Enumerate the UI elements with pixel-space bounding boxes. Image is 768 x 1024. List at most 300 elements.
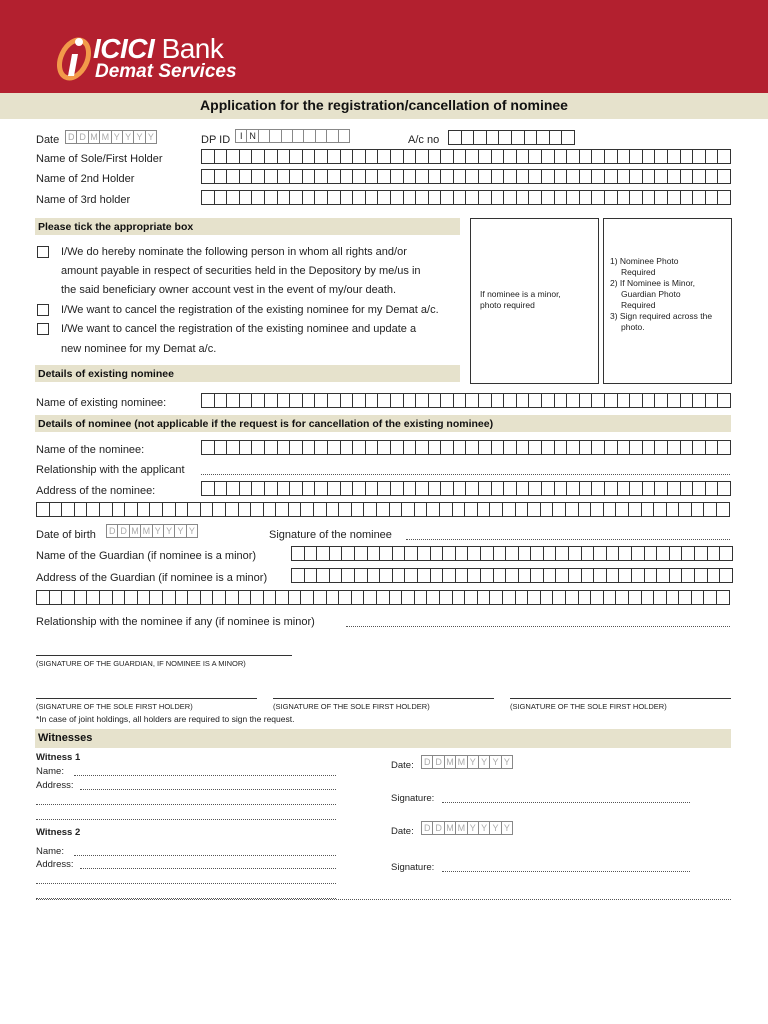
char-box[interactable]	[326, 590, 339, 605]
char-box[interactable]	[277, 190, 290, 205]
char-box[interactable]	[124, 590, 137, 605]
char-box[interactable]	[239, 440, 252, 455]
char-box[interactable]	[415, 393, 428, 408]
char-box[interactable]	[390, 169, 403, 184]
char-box[interactable]	[403, 440, 416, 455]
char-box[interactable]	[606, 568, 619, 583]
holder3-signature-line[interactable]	[510, 698, 731, 699]
char-box[interactable]	[367, 568, 380, 583]
char-box[interactable]	[518, 568, 531, 583]
char-box[interactable]	[289, 440, 302, 455]
date-box[interactable]: D	[432, 755, 443, 769]
char-box[interactable]	[250, 590, 263, 605]
char-box[interactable]	[603, 502, 616, 517]
char-box[interactable]	[439, 502, 452, 517]
char-box[interactable]	[719, 546, 733, 561]
char-box[interactable]	[74, 502, 87, 517]
char-box[interactable]	[705, 149, 718, 164]
char-box[interactable]	[187, 590, 200, 605]
witness2-address-line2[interactable]	[36, 873, 336, 884]
char-box[interactable]	[340, 190, 353, 205]
char-box[interactable]	[403, 393, 416, 408]
char-box[interactable]	[314, 481, 327, 496]
char-box[interactable]	[516, 393, 529, 408]
char-box[interactable]	[680, 169, 693, 184]
char-box[interactable]	[352, 169, 365, 184]
char-box[interactable]	[404, 546, 417, 561]
char-box[interactable]	[225, 590, 238, 605]
date-field[interactable]	[65, 130, 157, 144]
char-box[interactable]	[225, 502, 238, 517]
char-box[interactable]	[631, 546, 644, 561]
char-box[interactable]	[238, 590, 251, 605]
char-box[interactable]	[667, 393, 680, 408]
char-box[interactable]	[340, 393, 353, 408]
char-box[interactable]	[401, 502, 414, 517]
char-box[interactable]	[212, 590, 225, 605]
char-box[interactable]	[568, 568, 581, 583]
char-box[interactable]	[541, 481, 554, 496]
char-box[interactable]	[719, 568, 733, 583]
char-box[interactable]	[426, 590, 439, 605]
date-box[interactable]: D	[421, 821, 432, 835]
char-box[interactable]	[365, 440, 378, 455]
char-box[interactable]	[692, 190, 705, 205]
char-box[interactable]	[491, 190, 504, 205]
char-box[interactable]	[540, 502, 553, 517]
char-box[interactable]	[377, 149, 390, 164]
date-box[interactable]: Y	[122, 130, 133, 144]
witness2-address-field[interactable]	[80, 858, 336, 869]
char-box[interactable]	[617, 481, 630, 496]
char-box[interactable]	[591, 481, 604, 496]
char-box[interactable]	[528, 393, 541, 408]
char-box[interactable]	[137, 590, 150, 605]
char-box[interactable]	[149, 502, 162, 517]
date-box[interactable]: M	[455, 755, 466, 769]
char-box[interactable]	[604, 481, 617, 496]
char-box[interactable]	[175, 502, 188, 517]
char-box[interactable]	[365, 149, 378, 164]
char-box[interactable]	[618, 546, 631, 561]
char-box[interactable]	[239, 149, 252, 164]
char-box[interactable]	[554, 190, 567, 205]
char-box[interactable]	[566, 190, 579, 205]
char-box[interactable]	[591, 440, 604, 455]
char-box[interactable]	[478, 149, 491, 164]
char-box[interactable]	[291, 568, 304, 583]
char-box[interactable]	[263, 590, 276, 605]
char-box[interactable]	[239, 169, 252, 184]
char-box[interactable]	[124, 502, 137, 517]
char-box[interactable]	[590, 502, 603, 517]
char-box[interactable]	[591, 190, 604, 205]
char-box[interactable]	[511, 130, 524, 145]
char-box[interactable]	[430, 568, 443, 583]
char-box[interactable]	[352, 393, 365, 408]
char-box[interactable]	[656, 568, 669, 583]
char-box[interactable]	[448, 130, 461, 145]
char-box[interactable]	[465, 440, 478, 455]
date-box[interactable]: Y	[186, 524, 198, 538]
char-box[interactable]	[629, 440, 642, 455]
char-box[interactable]	[327, 481, 340, 496]
char-box[interactable]	[239, 393, 252, 408]
char-box[interactable]	[566, 169, 579, 184]
char-box[interactable]	[149, 590, 162, 605]
char-box[interactable]	[214, 481, 227, 496]
char-box[interactable]	[390, 440, 403, 455]
char-box[interactable]	[214, 149, 227, 164]
char-box[interactable]	[452, 502, 465, 517]
char-box[interactable]	[654, 190, 667, 205]
char-box[interactable]	[642, 393, 655, 408]
char-box[interactable]	[681, 546, 694, 561]
char-box[interactable]	[340, 169, 353, 184]
char-box[interactable]	[565, 502, 578, 517]
char-box[interactable]	[316, 546, 329, 561]
char-box[interactable]	[579, 190, 592, 205]
char-box[interactable]	[201, 190, 214, 205]
char-box[interactable]	[377, 190, 390, 205]
char-box[interactable]	[565, 590, 578, 605]
witness1-name-field[interactable]	[74, 765, 336, 776]
char-box[interactable]	[703, 502, 716, 517]
char-box[interactable]	[654, 481, 667, 496]
char-box[interactable]	[214, 169, 227, 184]
char-box[interactable]	[694, 568, 707, 583]
char-box[interactable]	[61, 590, 74, 605]
char-box[interactable]	[376, 590, 389, 605]
char-box[interactable]	[717, 190, 731, 205]
char-box[interactable]	[541, 169, 554, 184]
date-box[interactable]: D	[76, 130, 87, 144]
char-box[interactable]	[516, 169, 529, 184]
char-box[interactable]	[403, 169, 416, 184]
dob-field[interactable]	[106, 524, 198, 538]
char-box[interactable]	[656, 546, 669, 561]
char-box[interactable]	[379, 568, 392, 583]
char-box[interactable]	[392, 568, 405, 583]
char-box[interactable]	[352, 440, 365, 455]
char-box[interactable]	[654, 440, 667, 455]
char-box[interactable]	[36, 590, 49, 605]
char-box[interactable]	[61, 502, 74, 517]
char-box[interactable]	[705, 481, 718, 496]
char-box[interactable]	[541, 440, 554, 455]
char-box[interactable]	[200, 590, 213, 605]
char-box[interactable]	[666, 590, 679, 605]
char-box[interactable]	[717, 481, 731, 496]
char-box[interactable]	[503, 169, 516, 184]
char-box[interactable]	[530, 568, 543, 583]
char-box[interactable]	[579, 481, 592, 496]
char-box[interactable]	[264, 393, 277, 408]
char-box[interactable]	[480, 568, 493, 583]
char-box[interactable]	[527, 502, 540, 517]
dp-id-field[interactable]	[235, 129, 350, 143]
char-box[interactable]	[691, 590, 704, 605]
char-box[interactable]	[717, 440, 731, 455]
char-box[interactable]	[591, 169, 604, 184]
char-box[interactable]	[691, 502, 704, 517]
char-box[interactable]	[415, 149, 428, 164]
cancel-checkbox[interactable]	[37, 304, 49, 316]
char-box[interactable]	[629, 393, 642, 408]
char-box[interactable]	[503, 481, 516, 496]
char-box[interactable]	[377, 481, 390, 496]
char-box[interactable]	[617, 440, 630, 455]
char-box[interactable]	[554, 481, 567, 496]
char-box[interactable]	[365, 169, 378, 184]
char-box[interactable]	[467, 546, 480, 561]
char-box[interactable]	[313, 502, 326, 517]
char-box[interactable]	[692, 393, 705, 408]
char-box[interactable]	[667, 440, 680, 455]
account-number-field[interactable]	[448, 130, 575, 145]
char-box[interactable]	[617, 149, 630, 164]
date-box[interactable]: Y	[133, 130, 144, 144]
char-box[interactable]	[352, 481, 365, 496]
char-box[interactable]	[200, 502, 213, 517]
char-box[interactable]	[680, 481, 693, 496]
char-box[interactable]	[201, 481, 214, 496]
char-box[interactable]	[327, 149, 340, 164]
char-box[interactable]	[390, 393, 403, 408]
char-box[interactable]	[327, 440, 340, 455]
existing-nominee-field[interactable]	[201, 393, 731, 408]
char-box[interactable]	[377, 440, 390, 455]
char-box[interactable]	[591, 149, 604, 164]
witness1-address-line2[interactable]	[36, 794, 336, 805]
date-box[interactable]: Y	[467, 755, 478, 769]
char-box[interactable]	[654, 149, 667, 164]
char-box[interactable]	[528, 440, 541, 455]
char-box[interactable]	[354, 568, 367, 583]
guardian-name-field[interactable]	[291, 546, 733, 561]
char-box[interactable]	[692, 481, 705, 496]
char-box[interactable]	[264, 190, 277, 205]
char-box[interactable]	[390, 190, 403, 205]
char-box[interactable]	[404, 568, 417, 583]
char-box[interactable]	[428, 190, 441, 205]
third-holder-field[interactable]	[201, 190, 731, 205]
char-box[interactable]	[239, 190, 252, 205]
char-box[interactable]	[541, 149, 554, 164]
char-box[interactable]	[667, 481, 680, 496]
char-box[interactable]	[541, 393, 554, 408]
char-box[interactable]	[464, 502, 477, 517]
char-box[interactable]	[464, 590, 477, 605]
char-box[interactable]	[541, 190, 554, 205]
char-box[interactable]	[453, 481, 466, 496]
char-box[interactable]	[692, 149, 705, 164]
char-box[interactable]	[617, 190, 630, 205]
char-box[interactable]	[251, 393, 264, 408]
char-box[interactable]	[239, 481, 252, 496]
char-box[interactable]	[314, 149, 327, 164]
char-box[interactable]	[503, 393, 516, 408]
char-box[interactable]	[604, 393, 617, 408]
char-box[interactable]	[694, 546, 707, 561]
char-box[interactable]	[566, 440, 579, 455]
date-box[interactable]: M	[88, 130, 99, 144]
char-box[interactable]	[329, 546, 342, 561]
char-box[interactable]	[568, 546, 581, 561]
char-box[interactable]	[491, 440, 504, 455]
char-box[interactable]	[615, 590, 628, 605]
char-box[interactable]	[428, 440, 441, 455]
char-box[interactable]	[428, 393, 441, 408]
char-box[interactable]	[618, 568, 631, 583]
char-box[interactable]	[338, 590, 351, 605]
char-box[interactable]	[543, 568, 556, 583]
char-box[interactable]	[251, 190, 264, 205]
char-box[interactable]	[440, 169, 453, 184]
char-box[interactable]	[275, 590, 288, 605]
char-box[interactable]	[629, 190, 642, 205]
char-box[interactable]	[604, 440, 617, 455]
char-box[interactable]	[629, 149, 642, 164]
char-box[interactable]	[302, 190, 315, 205]
char-box[interactable]	[515, 590, 528, 605]
char-box[interactable]	[579, 393, 592, 408]
char-box[interactable]	[642, 481, 655, 496]
char-box[interactable]	[351, 502, 364, 517]
char-box[interactable]	[653, 590, 666, 605]
char-box[interactable]	[552, 502, 565, 517]
char-box[interactable]	[453, 190, 466, 205]
char-box[interactable]	[705, 169, 718, 184]
char-box[interactable]	[288, 590, 301, 605]
witness2-signature-field[interactable]	[442, 861, 690, 872]
char-box[interactable]	[329, 568, 342, 583]
char-box[interactable]	[516, 481, 529, 496]
char-box[interactable]	[442, 546, 455, 561]
char-box[interactable]	[554, 393, 567, 408]
date-box[interactable]: Y	[152, 524, 163, 538]
char-box[interactable]	[654, 393, 667, 408]
char-box[interactable]	[515, 502, 528, 517]
char-box[interactable]	[653, 502, 666, 517]
char-box[interactable]	[628, 590, 641, 605]
char-box[interactable]	[465, 149, 478, 164]
char-box[interactable]	[678, 502, 691, 517]
char-box[interactable]	[478, 440, 491, 455]
char-box[interactable]	[680, 440, 693, 455]
char-box[interactable]	[439, 590, 452, 605]
char-box[interactable]	[489, 590, 502, 605]
char-box[interactable]	[291, 546, 304, 561]
char-box[interactable]	[354, 546, 367, 561]
char-box[interactable]	[340, 440, 353, 455]
date-box[interactable]: M	[129, 524, 140, 538]
char-box[interactable]	[554, 440, 567, 455]
char-box[interactable]	[340, 149, 353, 164]
char-box[interactable]	[579, 169, 592, 184]
char-box[interactable]	[365, 190, 378, 205]
char-box[interactable]	[554, 169, 567, 184]
char-box[interactable]	[552, 590, 565, 605]
char-box[interactable]	[264, 440, 277, 455]
char-box[interactable]	[392, 546, 405, 561]
char-box[interactable]	[549, 130, 562, 145]
char-box[interactable]	[590, 590, 603, 605]
date-box[interactable]: Y	[145, 130, 157, 144]
char-box[interactable]	[417, 568, 430, 583]
char-box[interactable]	[666, 502, 679, 517]
char-box[interactable]	[430, 546, 443, 561]
char-box[interactable]	[289, 393, 302, 408]
char-box[interactable]	[717, 149, 731, 164]
char-box[interactable]	[498, 130, 511, 145]
date-box[interactable]: D	[421, 755, 432, 769]
guardian-signature-line[interactable]	[36, 655, 292, 656]
char-box[interactable]	[302, 169, 315, 184]
char-box[interactable]	[49, 502, 62, 517]
char-box[interactable]	[289, 481, 302, 496]
date-box[interactable]: Y	[478, 821, 489, 835]
char-box[interactable]	[716, 502, 730, 517]
char-box[interactable]	[579, 149, 592, 164]
char-box[interactable]	[86, 590, 99, 605]
char-box[interactable]	[226, 393, 239, 408]
date-box[interactable]: Y	[501, 755, 513, 769]
char-box[interactable]	[528, 190, 541, 205]
char-box[interactable]	[516, 190, 529, 205]
char-box[interactable]	[314, 169, 327, 184]
char-box[interactable]	[667, 149, 680, 164]
char-box[interactable]	[338, 502, 351, 517]
char-box[interactable]	[644, 568, 657, 583]
char-box[interactable]	[351, 590, 364, 605]
char-box[interactable]	[480, 546, 493, 561]
date-box[interactable]: Y	[174, 524, 185, 538]
char-box[interactable]	[502, 502, 515, 517]
char-box[interactable]	[555, 546, 568, 561]
char-box[interactable]	[604, 149, 617, 164]
char-box[interactable]	[264, 149, 277, 164]
char-box[interactable]	[566, 149, 579, 164]
char-box[interactable]	[187, 502, 200, 517]
witness1-date-field[interactable]	[421, 755, 513, 769]
char-box[interactable]	[226, 169, 239, 184]
char-box[interactable]	[581, 568, 594, 583]
char-box[interactable]	[692, 169, 705, 184]
char-box[interactable]	[352, 149, 365, 164]
date-box[interactable]: Y	[489, 821, 500, 835]
char-box[interactable]	[415, 440, 428, 455]
char-box[interactable]	[263, 502, 276, 517]
char-box[interactable]	[390, 481, 403, 496]
witness2-date-field[interactable]	[421, 821, 513, 835]
char-box[interactable]	[36, 502, 49, 517]
char-box[interactable]	[414, 590, 427, 605]
char-box[interactable]	[455, 568, 468, 583]
char-box[interactable]	[465, 481, 478, 496]
date-box[interactable]: M	[99, 130, 110, 144]
char-box[interactable]	[593, 546, 606, 561]
char-box[interactable]	[201, 440, 214, 455]
char-box[interactable]	[644, 546, 657, 561]
char-box[interactable]	[327, 190, 340, 205]
char-box[interactable]	[264, 169, 277, 184]
char-box[interactable]	[302, 393, 315, 408]
char-box[interactable]	[628, 502, 641, 517]
char-box[interactable]	[641, 502, 654, 517]
char-box[interactable]	[341, 546, 354, 561]
char-box[interactable]	[74, 590, 87, 605]
